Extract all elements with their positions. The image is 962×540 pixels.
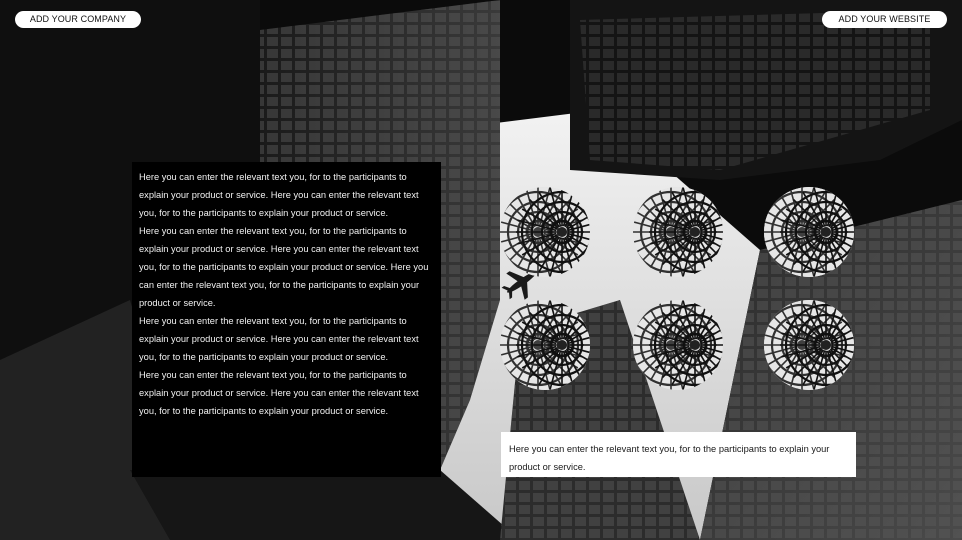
circle-photo-1 (500, 187, 590, 277)
circle-image-grid (500, 187, 856, 392)
circle-photo-4 (500, 300, 590, 390)
circle-photo-5 (633, 300, 723, 390)
website-label: ADD YOUR WEBSITE (822, 11, 947, 28)
caption-text: Here you can enter the relevant text you, for to the participants to explain your product or service. (509, 444, 830, 472)
circle-photo-3 (764, 187, 854, 277)
circle-photo-6 (764, 300, 854, 390)
circle-photo-2 (633, 187, 723, 277)
text-paragraph-1: Here you can enter the relevant text you, for to the participants to explain your product or service. Here you can enter the relevant text you, for to the participants to explain your product or service. (139, 172, 419, 218)
text-panel (132, 162, 441, 477)
text-paragraph-3: Here you can enter the relevant text you, for to the participants to explain your product or service. Here you can enter the relevant text you, for to the participants to explain your product or service. (139, 316, 419, 362)
text-paragraph-2: Here you can enter the relevant text you, for to the participants to explain your product or service. Here you can enter the relevant text you, for to the participants to explain your product or service. Here you can enter the relevant text you, for to the participants to explain your product or service. (139, 226, 429, 308)
company-label: ADD YOUR COMPANY (15, 11, 141, 28)
caption-panel (501, 432, 856, 477)
text-paragraph-4: Here you can enter the relevant text you, for to the participants to explain your product or service. Here you can enter the relevant text you, for to the participants to explain your product or service. (139, 370, 419, 416)
